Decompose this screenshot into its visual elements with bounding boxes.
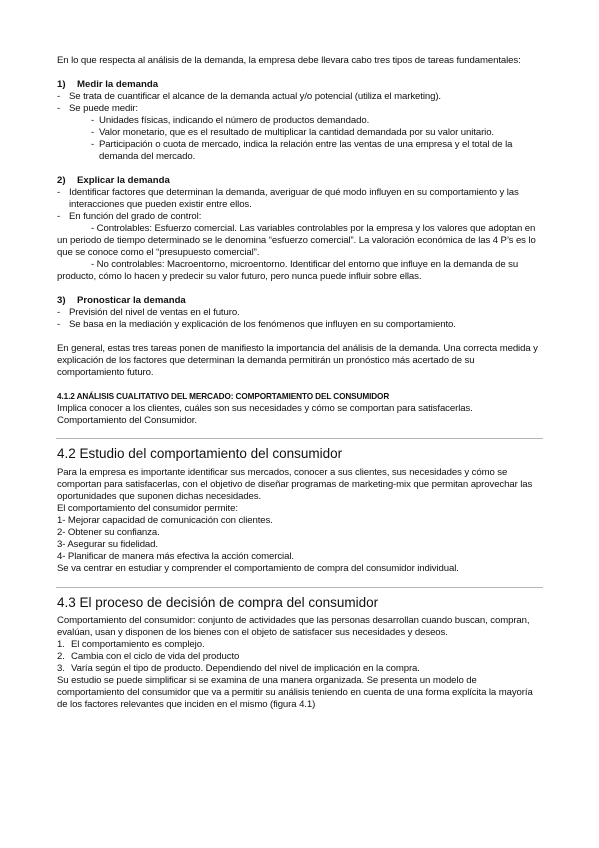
task-number: 3): [57, 295, 66, 306]
list-item: 3. Varía según el tipo de producto. Dependiendo del nivel de implicación en la compra.: [57, 663, 420, 674]
task-title: Medir la demanda: [77, 79, 159, 90]
intro-paragraph: En lo que respecta al análisis de la demanda, la empresa debe llevara cabo tres tipos de tareas fundamentales:: [57, 55, 521, 66]
task-pronosticar: [57, 295, 542, 331]
sub-item: - Valor monetario, que es el resultado de multiplicar la cantidad demandada por su valor unitario.: [91, 127, 494, 138]
section-divider: [56, 438, 543, 439]
list-item: - Se basa en la mediación y explicación de los fenómenos que influyen en su comportamiento.: [57, 319, 456, 330]
task-number: 1): [57, 79, 66, 90]
section-paragraph: Comportamiento del consumidor: conjunto de actividades que las personas desarrollan cuando buscan, compran, evalúan, usan y disponen de los bienes con el objeto de satisfacer sus necesidades y deseos.: [57, 615, 530, 638]
list-item: - Previsión del nivel de ventas en el futuro.: [57, 307, 240, 318]
list-item: 1. El comportamiento es complejo.: [57, 639, 205, 650]
section-closing: Se va centrar en estudiar y comprender el comportamiento de compra del consumidor individual.: [57, 563, 459, 574]
document-page: [57, 55, 542, 711]
task-heading: [57, 295, 542, 307]
cualitativo-text: Comportamiento del Consumidor.: [57, 415, 197, 426]
section-title: 4.3 El proceso de decisión de compra del consumidor: [57, 595, 379, 610]
section-lead: El comportamiento del consumidor permite:: [57, 503, 238, 514]
task-explicar: [57, 175, 542, 283]
section-title: 4.2 Estudio del comportamiento del consumidor: [57, 446, 343, 461]
section-closing: Su estudio se puede simplificar si se examina de una manera organizada. Se presenta un modelo de comportamiento del consumidor que va a permitir su análisis teniendo en cuenta de una forma explícita la mayoría de los factores relevantes que inciden en el mismo (figura 4.1): [57, 675, 533, 710]
task-title: Pronosticar la demanda: [77, 295, 186, 306]
cualitativo-heading: 4.1.2 ANÁLISIS CUALITATIVO DEL MERCADO: COMPORTAMIENTO DEL CONSUMIDOR: [57, 392, 390, 401]
no-controlables-paragraph: - No controlables: Macroentorno, microentorno. Identificar del entorno que influye en la demanda de su producto, cómo lo hacen y predecir su valor futuro, pero nunca puede influir sobre ellas.: [57, 259, 519, 282]
task-title: Explicar la demanda: [77, 175, 170, 186]
controlables-paragraph: - Controlables: Esfuerzo comercial. Las variables controlables por la empresa y los valores que adoptan en un periodo de tiempo determinado se le denomina “esfuerzo comercial”. La valoración económica de las 4 P’s es lo que se conoce como el “presupuesto comercial”.: [57, 223, 536, 258]
list-item: 4- Planificar de manera más efectiva la acción comercial.: [57, 551, 294, 562]
list-item: 2- Obtener su confianza.: [57, 527, 160, 538]
task-number: 2): [57, 175, 66, 186]
task-heading: [57, 175, 542, 187]
sub-item: - Participación o cuota de mercado, indica la relación entre las ventas de una empresa y el total de la demanda del mercado.: [91, 139, 513, 162]
section-paragraph: Para la empresa es importante identificar sus mercados, conocer a sus clientes, sus necesidades y cómo se comportan para satisfacerlas, con el objetivo de diseñar programas de marketing-mix que permitan aprovechar las oportunidades que suponen dichas necesidades.: [57, 467, 533, 502]
list-item: - Se trata de cuantificar el alcance de la demanda actual y/o potencial (utiliza el marketing).: [57, 91, 441, 102]
task-medir: [57, 79, 542, 163]
list-item: 1- Mejorar capacidad de comunicación con clientes.: [57, 515, 273, 526]
general-paragraph: En general, estas tres tareas ponen de manifiesto la importancia del análisis de la demanda. Una correcta medida y explicación de los factores que determinan la demanda permitirán un pronóstico más acertado de su comportamiento futuro.: [57, 343, 538, 378]
cualitativo-text: Implica conocer a los clientes, cuáles son sus necesidades y cómo se comportan para satisfacerlas.: [57, 403, 473, 414]
list-item: 3- Asegurar su fidelidad.: [57, 539, 158, 550]
list-item: - Identificar factores que determinan la demanda, averiguar de qué modo influyen en su comportamiento y las interacciones que pueden existir entre ellos.: [57, 187, 519, 210]
sub-item: - Unidades físicas, indicando el número de productos demandado.: [91, 115, 370, 126]
section-divider: [56, 587, 543, 588]
task-heading: [57, 79, 542, 91]
list-item: - En función del grado de control:: [57, 211, 202, 222]
list-item: - Se puede medir:: [57, 103, 138, 114]
list-item: 2. Cambia con el ciclo de vida del producto: [57, 651, 240, 662]
